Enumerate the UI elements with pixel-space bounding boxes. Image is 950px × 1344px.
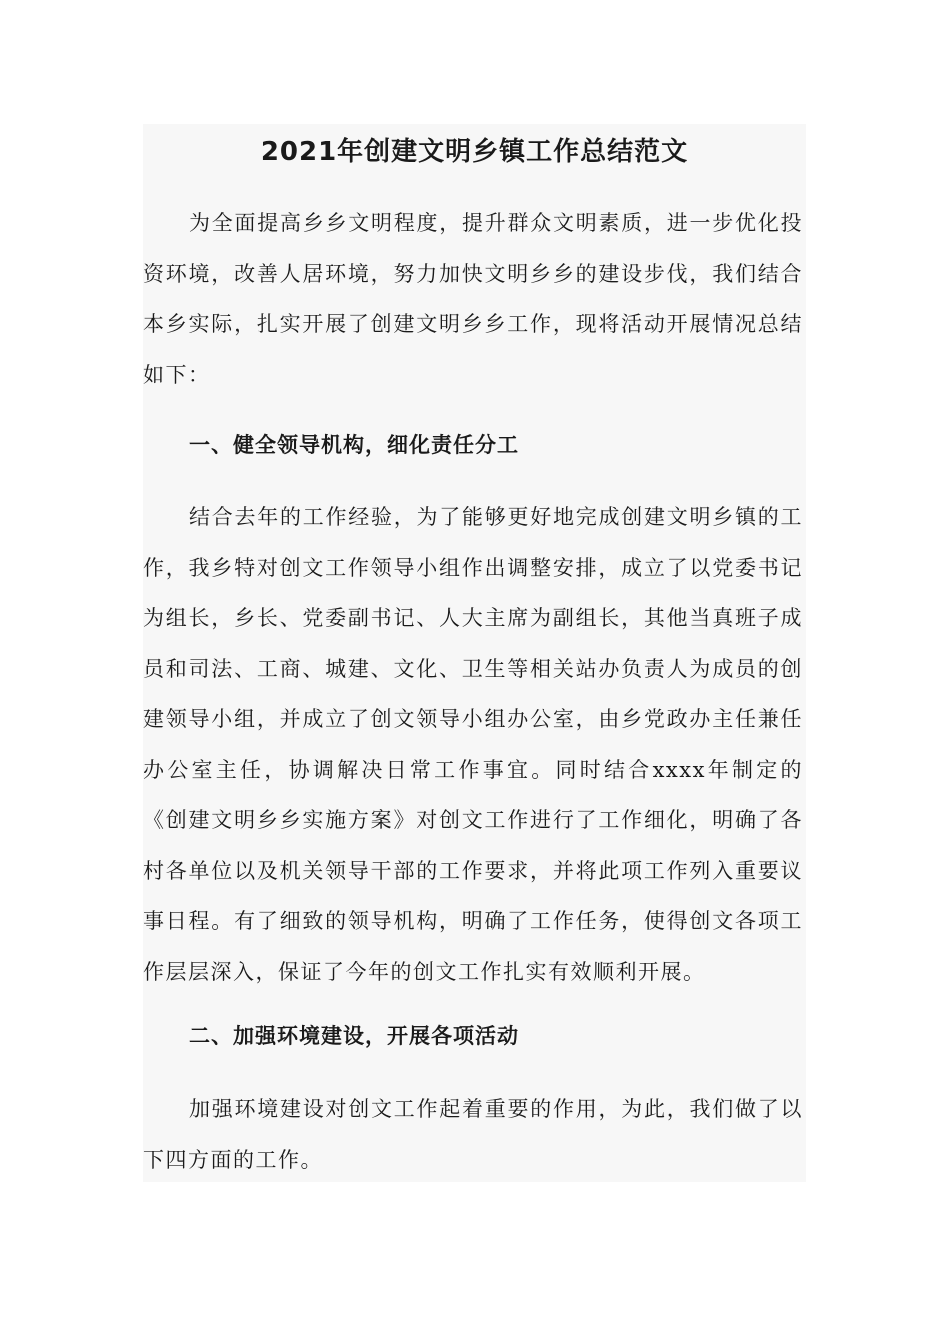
intro-paragraph: 为全面提高乡乡文明程度，提升群众文明素质，进一步优化投资环境，改善人居环境，努力加快文明乡乡的建设步伐，我们结合本乡实际，扎实开展了创建文明乡乡工作，现将活动开展情况总结如下：: [143, 211, 803, 387]
section-2-paragraph: 加强环境建设对创文工作起着重要的作用，为此，我们做了以下四方面的工作。: [143, 1097, 803, 1172]
section-1-paragraph: 结合去年的工作经验，为了能够更好地完成创建文明乡镇的工作，我乡特对创文工作领导小组作出调整安排，成立了以党委书记为组长，乡长、党委副书记、人大主席为副组长，其他当真班子成员和司法、工商、城建、文化、卫生等相关站办负责人为成员的创建领导小组，并成立了创文领导小组办公室，由乡党政办主任兼任办公室主任，协调解决日常工作事宜。同时结合xxxx年制定的《创建文明乡乡实施方案》对创文工作进行了工作细化，明确了各村各单位以及机关领导干部的工作要求，并将此项工作列入重要议事日程。有了细致的领导机构，明确了工作任务，使得创文各项工作层层深入，保证了今年的创文工作扎实有效顺利开展。: [143, 505, 803, 984]
section-2-heading: 二、加强环境建设，开展各项活动: [189, 1024, 519, 1048]
section-1-heading: 一、健全领导机构，细化责任分工: [189, 433, 519, 457]
document-title: 2021年创建文明乡镇工作总结范文: [260, 137, 689, 167]
